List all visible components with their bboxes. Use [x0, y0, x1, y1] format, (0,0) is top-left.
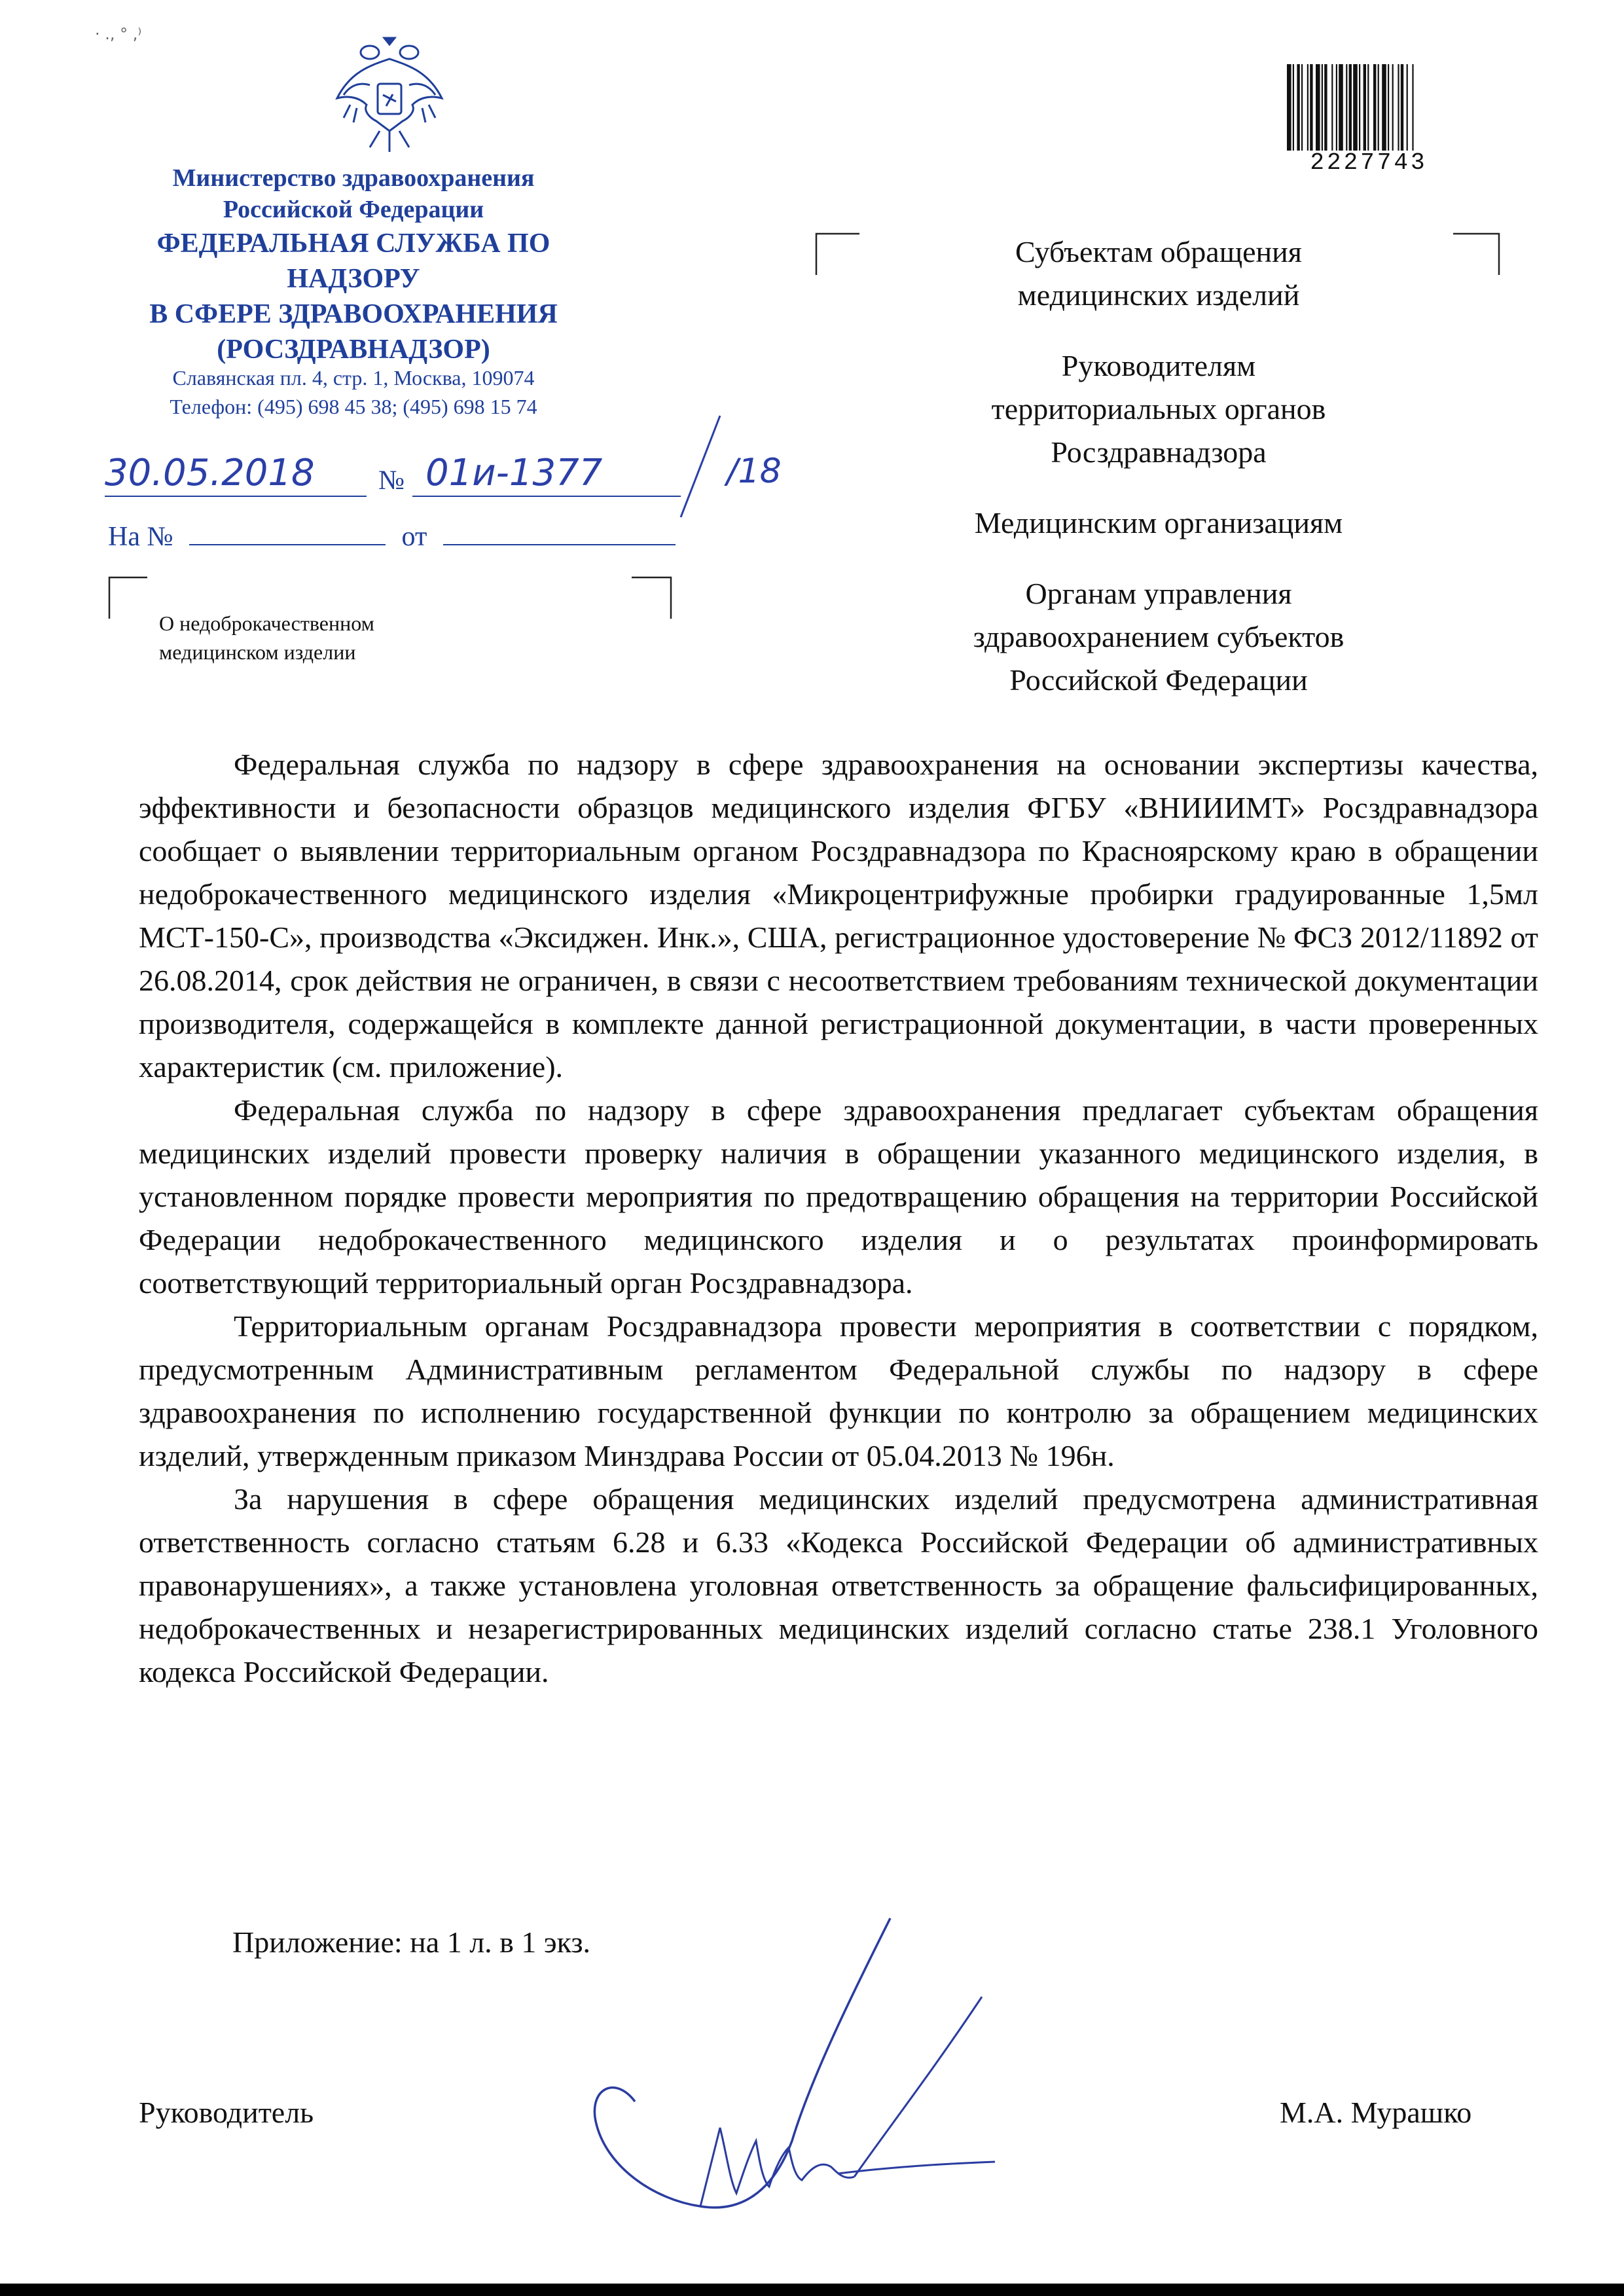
signer-position: Руководитель — [139, 2096, 314, 2129]
recipients-block — [877, 230, 1440, 729]
recipient — [877, 344, 1440, 474]
service-line: В СФЕРЕ ЗДРАВООХРАНЕНИЯ — [149, 299, 558, 329]
barcode-bar — [1401, 64, 1403, 151]
barcode-bar — [1287, 64, 1291, 151]
barcode-bar — [1378, 64, 1379, 151]
barcode-bar — [1349, 64, 1352, 151]
barcode-bar — [1297, 64, 1299, 151]
barcode-bar — [1301, 64, 1303, 151]
body-paragraph: Территориальным органам Росздравнадзора провести мероприятия в соответствии с порядком, предусмотренным Административным регламентом Федеральной службы по надзору в сфере здравоохранения по исполнению государственной функции по контролю за обращением медицинских изделий, утвержденным приказом Минздрава России от 05.04.2013 № 196н. — [139, 1309, 1538, 1472]
recipient — [877, 572, 1440, 702]
letter-subject — [159, 609, 486, 666]
recipient-line: Субъектам обращения — [1015, 235, 1302, 268]
barcode-bar — [1310, 64, 1312, 151]
recipient-line: Медицинским организациям — [974, 506, 1343, 539]
phone: Телефон: (495) 698 45 38; (495) 698 15 74 — [170, 395, 537, 418]
handwritten-slash — [674, 412, 727, 524]
body-paragraph: Федеральная служба по надзору в сфере здравоохранения на основании экспертизы качества, эффективности и безопасности образцов медицинского изделия ФГБУ «ВНИИИМТ» Росздравнадзора сообщает о выявлении территориальным органом Росздравнадзора по Красноярскому краю в обращении недоброкачественного медицинского изделия «Микроцентрифужные пробирки градуированные 1,5мл МСТ-150-С», производства «Эксиджен. Инк.», США, регистрационное удостоверение № ФСЗ 2012/11892 от 26.08.2014, срок действия не ограничен, в связи с несоответствием требованиям технической документации производителя, содержащейся в комплекте данной регистрационной документации, в части проверенных характеристик (см. приложение). — [139, 748, 1538, 1084]
recipient-line: Российской Федерации — [1009, 663, 1308, 697]
barcode — [1284, 64, 1453, 151]
barcode-bar — [1412, 64, 1413, 151]
attachment-note: Приложение: на 1 л. в 1 экз. — [232, 1925, 591, 1959]
registration-underline — [105, 492, 694, 505]
barcode-bar — [1331, 64, 1333, 151]
ministry-line: Министерство здравоохранения — [172, 164, 535, 192]
coat-of-arms-icon — [331, 33, 448, 157]
barcode-bar — [1353, 64, 1358, 151]
scan-mark: · ., ° ,⁾ — [95, 25, 142, 43]
address: Славянская пл. 4, стр. 1, Москва, 109074 — [172, 366, 535, 390]
barcode-bar — [1346, 64, 1347, 151]
subject-line: О недоброкачественном — [159, 611, 374, 635]
barcode-bar — [1339, 64, 1343, 151]
barcode-bar — [1382, 64, 1386, 151]
barcode-bar — [1293, 64, 1294, 151]
barcode-bar — [1322, 64, 1323, 151]
registration-number-label: № — [378, 465, 405, 496]
recipient — [877, 230, 1440, 317]
body-paragraph: Федеральная служба по надзору в сфере здравоохранения предлагает субъектам обращения медицинских изделий провести проверку наличия в обращении указанного медицинского изделия, в установленном порядке провести мероприятия по предотвращению обращения на территории Российской Федерации недоброкачественного медицинского изделия и о результатах проинформировать соответствующий территориальный орган Росздравнадзора. — [139, 1093, 1538, 1300]
service-line: ФЕДЕРАЛЬНАЯ СЛУЖБА ПО НАДЗОРУ — [156, 228, 550, 294]
barcode-bar — [1373, 64, 1376, 151]
subject-line: медицинском изделии — [159, 640, 356, 664]
recipient-line: медицинских изделий — [1017, 278, 1300, 312]
recipient — [877, 501, 1440, 545]
ministry-line: Российской Федерации — [223, 196, 484, 223]
barcode-bar — [1398, 64, 1399, 151]
barcode-number: 2227743 — [1310, 149, 1428, 176]
registration-number: 01и-1377 — [425, 452, 603, 494]
barcode-bar — [1336, 64, 1337, 151]
barcode-bar — [1359, 64, 1360, 151]
recipient-line: Росздравнадзора — [1051, 435, 1267, 469]
barcode-bar — [1407, 64, 1408, 151]
recipient-line: Руководителям — [1061, 349, 1256, 382]
reference-date-field — [443, 520, 676, 545]
letter-body — [139, 743, 1538, 1694]
barcode-bar — [1324, 64, 1327, 151]
recipient-line: здравоохранением субъектов — [973, 620, 1344, 653]
barcode-bar — [1392, 64, 1394, 151]
registration-year: /18 — [727, 452, 782, 491]
body-paragraph: За нарушения в сфере обращения медицинских изделий предусмотрена административная ответственность согласно статьям 6.28 и 6.33 «Кодекса Российской Федерации об административных правонарушениях», а также установлена уголовная ответственность за обращение фальсифицированных, недоброкачественных и незарегистрированных медицинских изделий согласно статье 238.1 Уголовного кодекса Российской Федерации. — [139, 1482, 1538, 1688]
scan-border — [0, 2284, 1624, 2296]
reference-number-label: На № — [108, 522, 173, 552]
reference-row — [108, 520, 676, 553]
contact-info — [98, 363, 609, 421]
service-name — [98, 226, 609, 367]
signature-image — [576, 1905, 1074, 2219]
barcode-bar — [1367, 64, 1369, 151]
barcode-bar — [1316, 64, 1320, 151]
barcode-bar — [1307, 64, 1308, 151]
ministry-name — [98, 162, 609, 225]
barcode-bar — [1363, 64, 1366, 151]
reference-number-field — [189, 520, 386, 545]
signer-name: М.А. Мурашко — [1280, 2096, 1472, 2129]
barcode-bar — [1388, 64, 1389, 151]
recipient-line: территориальных органов — [991, 392, 1326, 426]
service-line: (РОСЗДРАВНАДЗОР) — [217, 335, 490, 365]
recipient-line: Органам управления — [1025, 577, 1292, 610]
reference-date-label: от — [401, 522, 427, 552]
registration-date: 30.05.2018 — [105, 452, 315, 494]
